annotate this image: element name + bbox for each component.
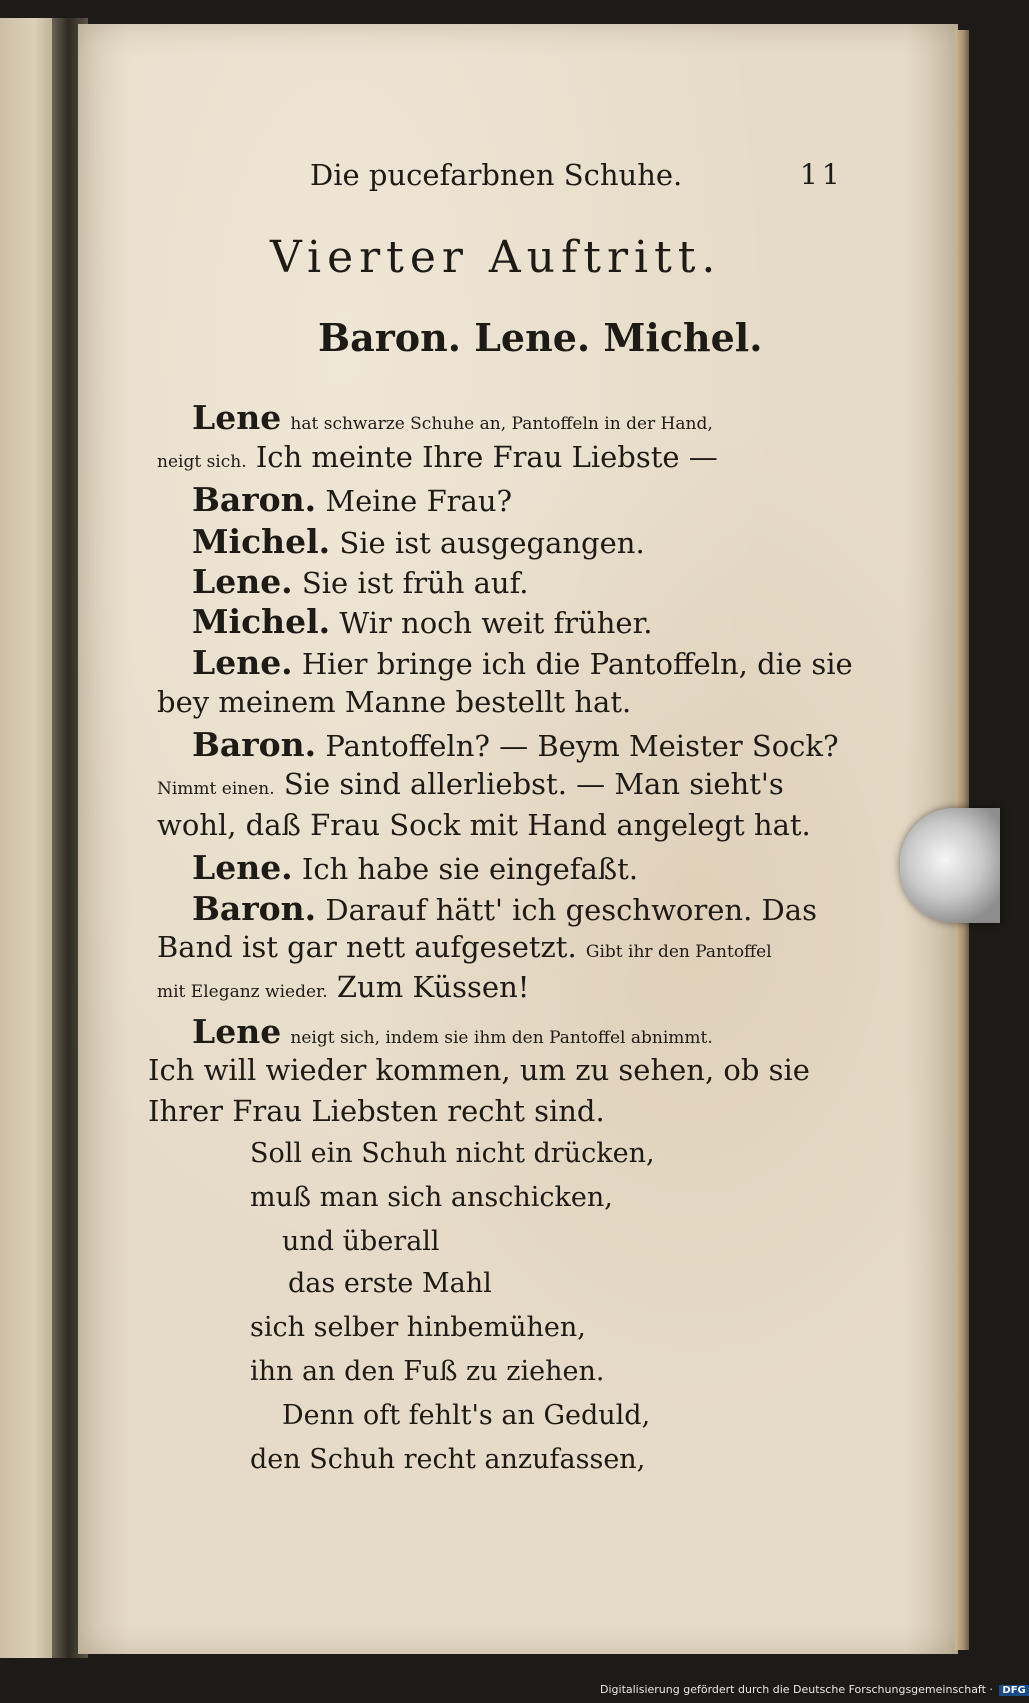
dialogue-line xyxy=(192,522,645,561)
dialogue-text: Sie sind allerliebst. — Man sieht's xyxy=(283,767,784,801)
scene-characters: Baron. Lene. Michel. xyxy=(318,315,763,360)
stage-direction: neigt sich, indem sie ihm den Pantoffel abnimmt. xyxy=(290,1028,713,1048)
stage-direction: neigt sich. xyxy=(157,452,247,472)
dialogue-text: Ich habe sie eingefaßt. xyxy=(301,852,639,886)
digitization-credit xyxy=(600,1683,1029,1696)
speaker-name: Lene xyxy=(192,1012,282,1051)
dialogue-text: Ich will wieder kommen, um zu sehen, ob sie xyxy=(148,1053,810,1087)
dialogue-text: Band ist gar nett aufgesetzt. xyxy=(157,930,577,964)
dialogue-line xyxy=(192,1012,713,1051)
dialogue-text: Ich meinte Ihre Frau Liebste — xyxy=(255,440,718,474)
speaker-name: Lene. xyxy=(192,562,293,601)
facing-page-edge xyxy=(0,18,58,1658)
dialogue-line xyxy=(148,1094,605,1128)
speaker-name: Lene. xyxy=(192,848,293,887)
verse-line: ihn an den Fuß zu ziehen. xyxy=(250,1356,605,1387)
speaker-name: Michel. xyxy=(192,522,331,561)
dfg-logo-icon: DFG xyxy=(999,1685,1028,1696)
dialogue-text: Meine Frau? xyxy=(325,484,513,518)
dialogue-text: Hier bringe ich die Pantoffeln, die sie xyxy=(301,647,853,681)
dialogue-text: Sie ist früh auf. xyxy=(301,566,529,600)
verse-line: Denn oft fehlt's an Geduld, xyxy=(282,1400,651,1431)
dialogue-text: Sie ist ausgegangen. xyxy=(339,526,645,560)
credit-text: Digitalisierung gefördert durch die Deutsche Forschungsgemeinschaft · xyxy=(600,1683,993,1696)
speaker-name: Michel. xyxy=(192,602,331,641)
stage-direction: Gibt ihr den Pantoffel xyxy=(585,942,772,962)
dialogue-line xyxy=(192,480,512,519)
dialogue-line xyxy=(192,889,817,928)
verse-line: sich selber hinbemühen, xyxy=(250,1312,586,1343)
stage-direction: Nimmt einen. xyxy=(157,779,275,799)
dialogue-text: Ihrer Frau Liebsten recht sind. xyxy=(148,1094,605,1128)
dialogue-text: bey meinem Manne bestellt hat. xyxy=(157,685,632,719)
dialogue-line xyxy=(157,767,784,801)
running-title: Die pucefarbnen Schuhe. xyxy=(310,158,683,192)
verse-line: das erste Mahl xyxy=(288,1268,492,1299)
scene-title: Vierter Auftritt. xyxy=(270,232,722,283)
verse-line: muß man sich anschicken, xyxy=(250,1182,613,1213)
verse-line: und überall xyxy=(282,1226,440,1257)
stage-direction: hat schwarze Schuhe an, Pantoffeln in der Hand, xyxy=(290,414,713,434)
dialogue-line xyxy=(192,562,529,601)
speaker-name: Lene xyxy=(192,398,282,437)
verse-line: den Schuh recht anzufassen, xyxy=(250,1444,646,1475)
page-number: 11 xyxy=(800,158,844,191)
dialogue-line xyxy=(192,725,839,764)
dialogue-text: Zum Küssen! xyxy=(336,970,530,1004)
dialogue-text: wohl, daß Frau Sock mit Hand angelegt hat. xyxy=(157,808,811,842)
stage-direction: mit Eleganz wieder. xyxy=(157,982,328,1002)
dialogue-line xyxy=(157,440,718,474)
dialogue-line xyxy=(148,1053,810,1087)
dialogue-line xyxy=(192,398,713,437)
dialogue-line xyxy=(157,685,631,719)
dialogue-text: Darauf hätt' ich geschworen. Das xyxy=(325,893,817,927)
dialogue-line xyxy=(157,930,772,964)
speaker-name: Lene. xyxy=(192,643,293,682)
dialogue-line xyxy=(192,602,652,641)
dialogue-line xyxy=(192,848,638,887)
dialogue-line xyxy=(157,808,811,842)
dialogue-line xyxy=(157,970,529,1004)
dialogue-text: Wir noch weit früher. xyxy=(339,606,653,640)
speaker-name: Baron. xyxy=(192,889,317,928)
speaker-name: Baron. xyxy=(192,480,317,519)
dialogue-text: Pantoffeln? — Beym Meister Sock? xyxy=(325,729,839,763)
speaker-name: Baron. xyxy=(192,725,317,764)
page-clip xyxy=(900,808,1000,923)
dialogue-line xyxy=(192,643,853,682)
verse-line: Soll ein Schuh nicht drücken, xyxy=(250,1138,655,1169)
